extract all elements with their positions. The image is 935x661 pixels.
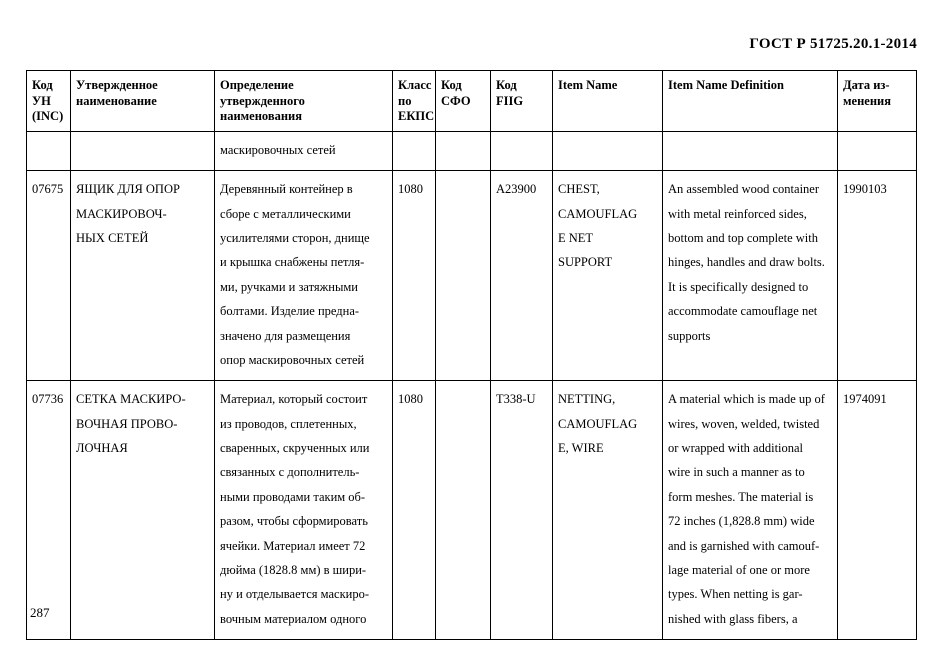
approved-name-line: МАСКИРОВОЧ- [76,206,167,221]
header-line: Класс [398,78,432,92]
header-line: (INC) [32,109,64,124]
header-line: Код [496,78,517,92]
table-row [27,381,917,640]
table-row-continuation [27,131,917,170]
item-name-table [26,70,917,640]
item-name-line: NETTING, [558,392,616,407]
cell-fiig-code: A23900 [491,171,553,381]
header-line: Определение [220,78,294,92]
item-definition-line: accommodate camouflage net [668,304,818,319]
item-name-line: SUPPORT [558,255,613,270]
header-line: Код [32,78,53,92]
header-line: СФО [441,93,471,108]
cell-item-name [553,171,663,381]
item-name-line: E NET [558,231,594,245]
column-header-definition [215,71,393,132]
item-definition-line: 72 inches (1,828.8 mm) wide [668,514,815,529]
header-line: Дата из- [843,78,890,92]
cell-item-name-definition [663,171,838,381]
standard-title: ГОСТ Р 51725.20.1-2014 [749,36,917,52]
definition-line: ячейки. Материал имеет 72 [220,538,366,553]
definition-line: сборе с металлическими [220,206,351,221]
cell-change-date: 1974091 [838,381,917,640]
item-definition-line: lage material of one or more [668,562,810,577]
item-definition-line: types. When netting is gar- [668,587,803,602]
item-definition-line: It is specifically designed to [668,279,809,294]
header-line: наименования [220,109,303,124]
definition-line: значено для размещения [220,328,351,343]
item-definition-line: supports [668,328,711,343]
definition-line: ми, ручками и затяжными [220,279,358,294]
cell-inc-code: 07736 [27,381,71,640]
approved-name-line: СЕТКА МАСКИРО- [76,392,186,407]
item-name-line: CAMOUFLAG [558,206,638,221]
item-name-line: E, WIRE [558,441,604,455]
item-definition-line: An assembled wood container [668,182,820,197]
header-line: наименование [76,93,157,108]
approved-name-line: НЫХ СЕТЕЙ [76,231,149,245]
item-definition-line: bottom and top complete with [668,231,818,245]
data-table-container [26,70,916,640]
item-definition-line: A material which is made up of [668,392,825,407]
definition-line: дюйма (1828.8 мм) в шири- [220,562,367,577]
cell-item-name-definition [663,131,838,170]
definition-line: ными проводами таким об- [220,489,366,504]
item-definition-line: hinges, handles and draw bolts. [668,255,825,270]
cell-approved-name [71,131,215,170]
cell-definition [215,171,393,381]
table-row [27,171,917,381]
approved-name-line: ЛОЧНАЯ [76,441,128,455]
definition-line: ну и отделывается маскиро- [220,587,370,602]
column-header-change-date [838,71,917,132]
item-definition-line: nished with glass fibers, a [668,611,798,626]
cell-sfo-code [436,131,491,170]
header-line: утвержденного [220,93,305,108]
cell-ekps-class: 1080 [393,171,436,381]
cell-definition [215,131,393,170]
item-definition-line: form meshes. The material is [668,489,814,504]
item-name-line: CAMOUFLAG [558,416,638,431]
item-definition-line: wires, woven, welded, twisted [668,416,820,431]
item-name-line: CHEST, [558,182,600,197]
approved-name-line: ЯЩИК ДЛЯ ОПОР [76,182,180,197]
definition-line: Материал, который состоит [220,392,368,407]
table-header-row [27,71,917,132]
definition-line: и крышка снабжены петля- [220,255,365,270]
definition-line: усилителями сторон, днище [220,231,370,245]
approved-name-line: ВОЧНАЯ ПРОВО- [76,416,178,431]
cell-ekps-class: 1080 [393,381,436,640]
item-definition-line: with metal reinforced sides, [668,206,807,221]
cell-ekps-class [393,131,436,170]
cell-definition [215,381,393,640]
definition-line: маскировочных сетей [220,142,336,157]
column-header-fiig-code [491,71,553,132]
definition-line: связанных с дополнитель- [220,465,360,480]
definition-line: разом, чтобы сформировать [220,514,368,529]
cell-approved-name [71,381,215,640]
item-definition-line: wire in such a manner as to [668,465,805,480]
definition-line: сваренных, скрученных или [220,441,370,455]
cell-approved-name [71,171,215,381]
column-header-ekps-class [393,71,436,132]
column-header-inc-code [27,71,71,132]
cell-item-name-definition [663,381,838,640]
header-line: Утвержденное [76,78,158,92]
column-header-item-name [553,71,663,132]
header-line: менения [843,93,891,108]
cell-item-name [553,381,663,640]
header-line: УН [32,93,51,108]
definition-line: вочным материалом одного [220,611,367,626]
column-header-sfo-code [436,71,491,132]
cell-sfo-code [436,171,491,381]
cell-fiig-code [491,131,553,170]
cell-change-date: 1990103 [838,171,917,381]
cell-inc-code: 07675 [27,171,71,381]
cell-inc-code [27,131,71,170]
column-header-item-name-definition [663,71,838,132]
header-line: FIIG [496,93,524,108]
item-definition-line: and is garnished with camouf- [668,538,820,553]
definition-line: опор маскировочных сетей [220,352,365,367]
definition-line: болтами. Изделие предна- [220,304,360,319]
cell-fiig-code: T338-U [491,381,553,640]
header-line: Код [441,78,462,92]
cell-item-name [553,131,663,170]
definition-line: Деревянный контейнер в [220,182,353,197]
header-line: Item Name Definition [668,78,784,92]
header-line: Item Name [558,78,618,92]
definition-line: из проводов, сплетенных, [220,416,357,431]
cell-sfo-code [436,381,491,640]
item-definition-line: or wrapped with additional [668,441,804,455]
cell-change-date [838,131,917,170]
column-header-approved-name [71,71,215,132]
header-line: по [398,93,412,108]
header-line: ЕКПС [398,109,435,124]
page-number: 287 [30,605,50,620]
